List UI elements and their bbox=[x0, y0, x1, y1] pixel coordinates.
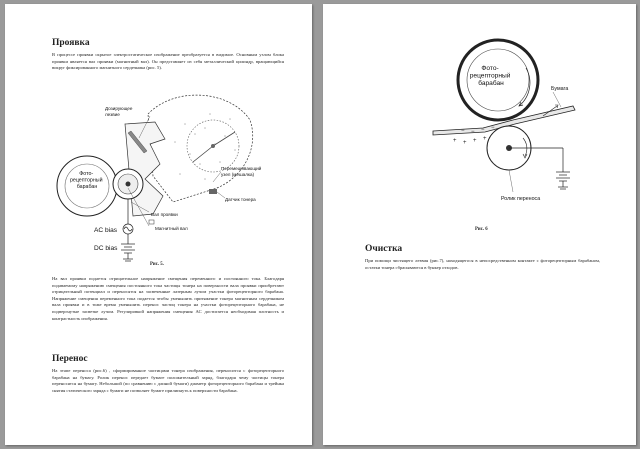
svg-text:−: − bbox=[461, 128, 465, 134]
label-mixing-line-1: Перемешивающий bbox=[221, 166, 262, 171]
label-drum-line-3: барабан bbox=[76, 184, 98, 190]
label-transfer-roller: Ролик переноса bbox=[501, 196, 541, 202]
figure-6-caption: Рис. 6 bbox=[475, 227, 488, 232]
figure-5-diagram bbox=[45, 84, 285, 264]
label-magnetic-roller: Магнитный вал bbox=[155, 226, 188, 231]
label-paper: Бумага bbox=[551, 86, 569, 92]
figure-5-caption: Рис. 5. bbox=[150, 262, 164, 267]
label-dc-bias: DC bias bbox=[94, 245, 118, 252]
label-drum6-line-2: рецепторный bbox=[469, 72, 511, 80]
label-blade-line-1: Дозирующее bbox=[105, 106, 133, 111]
figure-6-diagram bbox=[423, 32, 623, 207]
svg-text:+: + bbox=[473, 138, 477, 144]
mixing-unit bbox=[187, 120, 239, 172]
svg-text:+: + bbox=[453, 138, 457, 144]
cleaning-body: При помощи чистящего лезвия (рис.7), находящегося в непосредственном контакте с фоторецепторным барабаном, остатки тонера сбрасываются в бункер отходов. bbox=[365, 258, 600, 270]
right-page bbox=[323, 4, 636, 445]
heading-cleaning: Очистка bbox=[365, 244, 403, 254]
transfer-charges bbox=[453, 136, 487, 146]
label-drum6-line-1: Фото- bbox=[481, 65, 499, 72]
toner-sensor bbox=[209, 189, 217, 194]
svg-text:−: − bbox=[481, 127, 485, 133]
magnet-marker bbox=[149, 220, 154, 224]
label-developer-roller: Вал проявки bbox=[151, 212, 178, 217]
label-drum-line-1: Фото- bbox=[79, 171, 94, 177]
development-intro: В процессе проявки скрытое электростатическое изображение преобразуется в видимое. Основным узлом блока проявки является вал проявки (магнитный вал). Он представляет из себя металлический цилиндр, вращающийся вокруг фиксированного магнитного сердечника (рис. 5). bbox=[52, 52, 284, 71]
toner-hopper bbox=[148, 95, 253, 202]
photoreceptor-drum-fig6 bbox=[458, 40, 538, 120]
label-mixing-line-2: узел (мешалка) bbox=[221, 172, 255, 177]
label-ac-bias: AC bias bbox=[94, 227, 118, 234]
transfer-body: На этапе переноса (рис.6) , сформированное частицами тонера изображения, переносится с фоторецепторного барабана на бумагу. Ролик перенос передает бумаге положительный заряд, благодаря чему частицы тонера переносятся на бумагу. Небольшой (по сравнению с длиной бумаги) диаметр фоторецепторного барабана и трейнка снятия статического заряда с бумаги не позволяет бумаге прилипнуть к поверхности барабана. bbox=[52, 368, 284, 393]
label-metering-blade bbox=[105, 106, 134, 117]
label-drum6-line-3: барабан bbox=[478, 80, 504, 87]
svg-text:+: + bbox=[463, 140, 467, 146]
svg-text:+: + bbox=[483, 136, 487, 142]
svg-text:−: − bbox=[491, 125, 495, 131]
label-mixing-unit bbox=[221, 165, 263, 177]
label-toner-sensor: Датчик тонера bbox=[225, 197, 256, 202]
heading-development: Проявка bbox=[52, 38, 90, 48]
heading-transfer: Перенос bbox=[52, 354, 88, 364]
development-body: На вал проявки подается отрицательное напряжение смещения переменного и постоянного тока. Благодаря подаваемому напряжению смещения постоянного тока частицы тонера на поверхности вала проявки приобретают отрицательный потенциал и переносятся на засвеченные лазерным лучом участки фоторецепторного барабана. Напряжение смещения переменного тока подается чтобы уменьшить притяжение тонера магнитным сердечником вала проявки и в тоже время уменьшить перенос частиц тонера на участки фоторецепторного барабана, не подвергнутые засветке лучом. Регулировкой напряжения смещения АС достигается необходимая плотность и контрастность изображения. bbox=[52, 276, 284, 321]
label-blade-line-2: лезвие bbox=[105, 112, 120, 117]
label-drum-line-2: рецепторный bbox=[69, 177, 103, 184]
developer-roller bbox=[113, 169, 143, 199]
left-page bbox=[5, 4, 312, 445]
svg-text:−: − bbox=[471, 129, 475, 135]
photoreceptor-drum bbox=[57, 156, 117, 216]
